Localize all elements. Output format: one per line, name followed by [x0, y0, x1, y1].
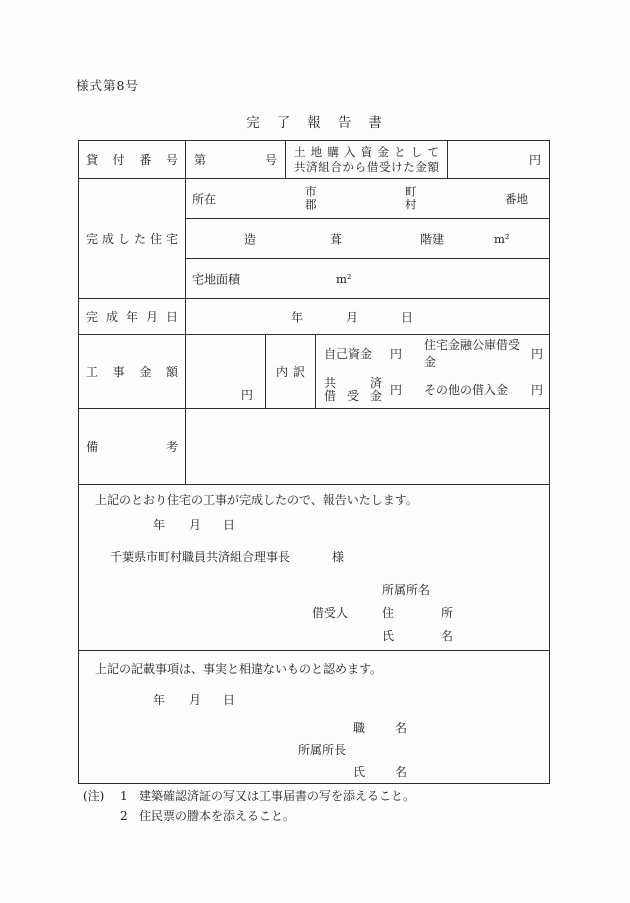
- loan-number-label-cell: [79, 141, 186, 178]
- cost-total-cell: [186, 335, 266, 408]
- day-unit: 日: [401, 310, 414, 324]
- lot-suffix: 番地: [505, 191, 528, 206]
- land-area-label: 宅地面積: [192, 272, 241, 286]
- remarks-value-cell: [186, 409, 549, 484]
- completion-date-label-cell: [79, 299, 186, 334]
- row-loan-number: [79, 141, 549, 179]
- breakdown-line-2: [316, 372, 549, 409]
- kyosai-label-line1: 共済: [324, 375, 382, 390]
- loan-number-field: [186, 151, 285, 168]
- certify-name-label: 氏名: [353, 765, 407, 779]
- report-table: [78, 140, 550, 784]
- land-fund-yen-unit: 円: [528, 153, 541, 167]
- jhfc-loan-label: 住宅金融公庫借受金: [424, 338, 521, 370]
- land-fund-line1: 土地購入資金として: [294, 144, 439, 159]
- borrower-label: 借受人: [312, 606, 349, 620]
- loan-number-value-cell: [186, 141, 286, 178]
- remarks-label-cell: [79, 409, 186, 484]
- certify-year-unit: 年: [153, 693, 166, 707]
- floors-suffix: 階建: [420, 232, 445, 246]
- village-suffix: 村: [405, 197, 417, 212]
- report-statement: 上記のとおり住宅の工事が完成したので、報告いたします。: [95, 493, 418, 507]
- cost-total-yen-unit: 円: [240, 388, 253, 402]
- land-area-unit: m²: [336, 271, 352, 286]
- addressee-honorific: 様: [332, 550, 345, 564]
- kyosai-loan-label: [324, 377, 382, 403]
- note-1-number: 1: [120, 789, 128, 803]
- borrower-name-label: 氏名: [382, 629, 453, 643]
- row-completion-date: [79, 299, 549, 335]
- breakdown-label-cell: [266, 335, 316, 408]
- breakdown-label: 内訳: [276, 365, 305, 379]
- other-loan-label: その他の借入金: [424, 383, 509, 398]
- row-construction-cost: [79, 335, 549, 409]
- certify-month-unit: 月: [189, 693, 202, 707]
- document-title: 完了報告書: [246, 115, 399, 131]
- report-month-unit: 月: [189, 518, 202, 532]
- certify-statement: 上記の記載事項は、事実と相違ないものと認めます。: [95, 662, 383, 676]
- remarks-label: 備考: [86, 440, 178, 454]
- house-location-row: [186, 179, 549, 219]
- note-line-2: [83, 806, 415, 826]
- row-remarks: [79, 409, 549, 485]
- note-2-number: 2: [120, 809, 128, 823]
- completed-house-label-cell: [79, 179, 186, 298]
- town-suffix: 町: [405, 184, 417, 198]
- house-structure-row: [186, 219, 549, 259]
- own-funds-label: 自己資金: [324, 346, 373, 361]
- office-name-label: 所属所名: [382, 583, 431, 597]
- location-label: 所在: [192, 192, 217, 206]
- land-area-row: [186, 259, 549, 298]
- note-line-1: [83, 786, 415, 806]
- loan-no-prefix: 第: [194, 153, 265, 167]
- own-funds-yen-unit: 円: [390, 346, 403, 361]
- other-yen-unit: 円: [530, 383, 543, 398]
- report-year-unit: 年: [153, 518, 166, 532]
- land-fund-label-cell: [286, 141, 448, 178]
- breakdown-line-1: [316, 335, 549, 372]
- construction-cost-label-cell: [79, 335, 186, 408]
- construction-cost-label: 工事金額: [86, 365, 178, 379]
- floor-area-unit: m²: [494, 231, 510, 246]
- row-completed-house: [79, 179, 549, 299]
- certify-day-unit: 日: [223, 693, 236, 707]
- completion-date-value-cell: [186, 299, 549, 334]
- land-fund-line2: 共済組合から借受けた金額: [294, 159, 439, 174]
- month-unit: 月: [346, 310, 359, 324]
- structure-suffix: 造: [244, 232, 257, 246]
- report-day-unit: 日: [223, 518, 236, 532]
- loan-number-label: 貸付番号: [86, 153, 178, 167]
- land-fund-amount-cell: [448, 141, 549, 178]
- form-code: 様式第8号: [76, 78, 139, 93]
- footer-notes: [83, 786, 415, 826]
- completed-house-detail: [186, 179, 549, 298]
- certify-section: [79, 651, 549, 783]
- position-title-label: 職名: [353, 721, 407, 735]
- note-marker: (注): [83, 789, 105, 803]
- note-1-text: 建築確認済証の写又は工事届書の写を添えること。: [139, 789, 416, 803]
- completed-house-label: 完成した住宅: [86, 232, 178, 246]
- loan-no-suffix: 号: [264, 153, 277, 167]
- town-village-suffix: [405, 185, 417, 212]
- jhfc-yen-unit: 円: [530, 346, 543, 361]
- note-2-text: 住民票の謄本を添えること。: [139, 809, 296, 823]
- year-unit: 年: [291, 310, 304, 324]
- report-section: [79, 485, 549, 651]
- borrower-address-label: 住所: [382, 606, 453, 620]
- roof-suffix: 葺: [330, 232, 343, 246]
- office-head-label: 所属所長: [298, 743, 347, 757]
- kyosai-yen-unit: 円: [390, 383, 403, 398]
- city-county-suffix: [305, 185, 317, 212]
- county-suffix: 郡: [305, 197, 317, 212]
- completion-date-label: 完成年月日: [86, 310, 178, 324]
- addressee: 千葉県市町村職員共済組合理事長: [110, 550, 291, 564]
- city-suffix: 市: [305, 184, 317, 198]
- kyosai-label-line2: 借受金: [324, 388, 382, 403]
- note-marker-spacer: [83, 806, 120, 826]
- breakdown-detail-cell: [316, 335, 549, 408]
